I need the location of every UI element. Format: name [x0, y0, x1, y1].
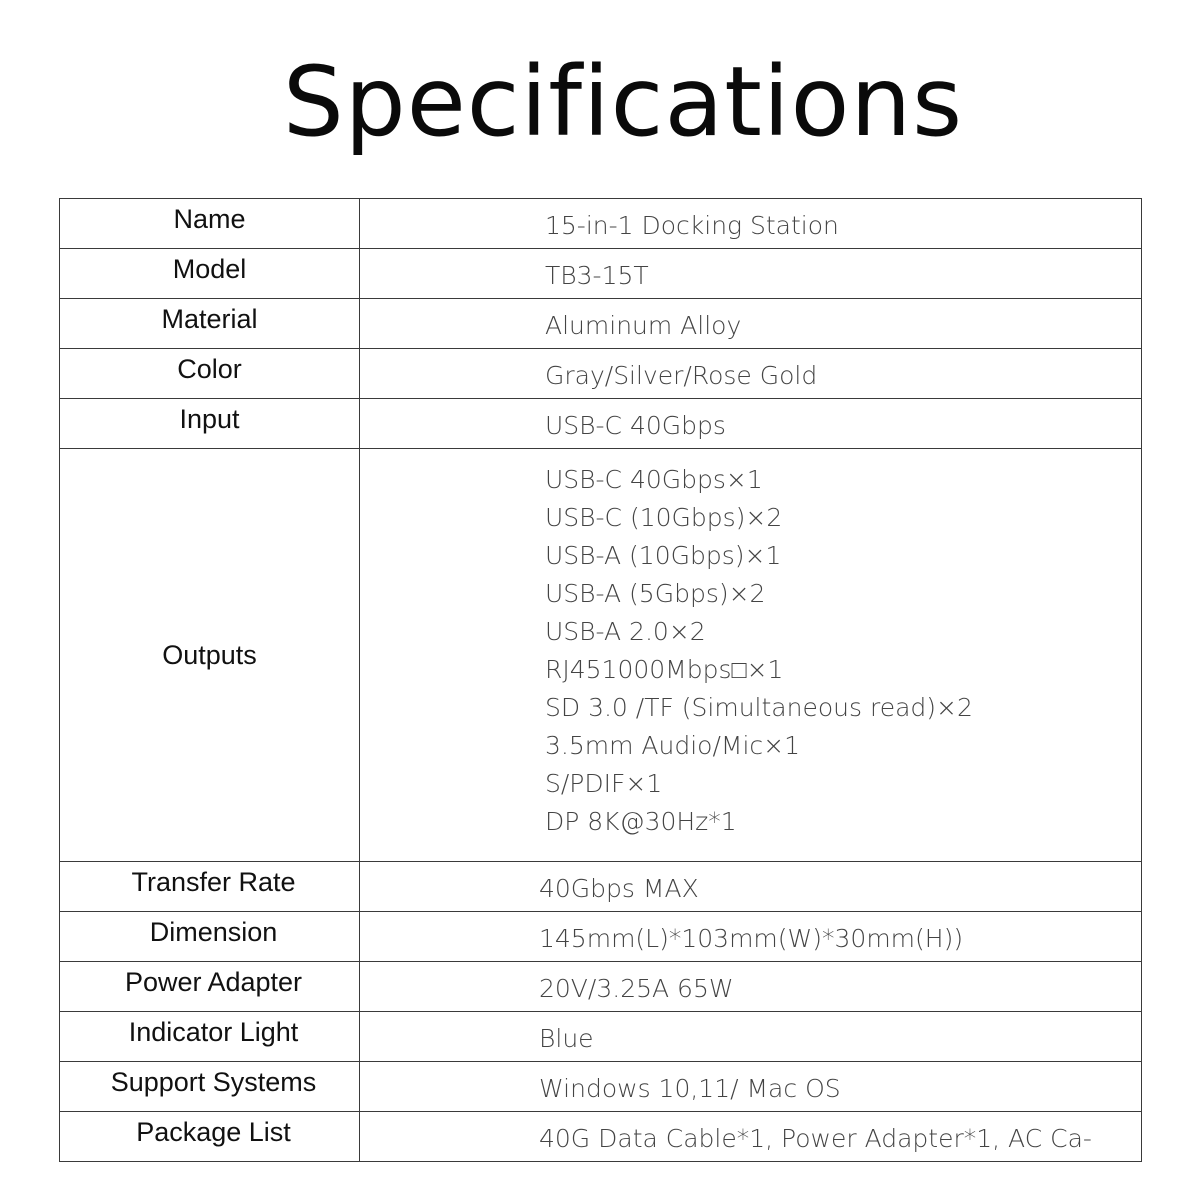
spec-row-model	[60, 249, 1142, 299]
spec-value: Blue	[360, 1012, 1142, 1062]
page-title: Specifications	[282, 46, 964, 158]
list-item: USB-C 40Gbps×1	[545, 465, 763, 494]
spec-value: 15-in-1 Docking Station	[360, 199, 1142, 249]
spec-row-input	[60, 399, 1142, 449]
list-item: S/PDIF×1	[545, 769, 663, 798]
spec-value: 40G Data Cable*1, Power Adapter*1, AC Ca-	[360, 1112, 1142, 1162]
spec-value	[360, 449, 1142, 862]
spec-label: Name	[60, 199, 360, 249]
spec-label: Material	[60, 299, 360, 349]
spec-value: Gray/Silver/Rose Gold	[360, 349, 1142, 399]
spec-label: Model	[60, 249, 360, 299]
spec-row-dimension	[60, 912, 1142, 962]
spec-value: 145mm(L)*103mm(W)*30mm(H))	[360, 912, 1142, 962]
list-item: RJ451000Mbps□×1	[545, 655, 784, 684]
list-item: USB-A 2.0×2	[545, 617, 706, 646]
spec-row-material	[60, 299, 1142, 349]
list-item: USB-A (10Gbps)×1	[545, 541, 782, 570]
spec-row-power-adapter	[60, 962, 1142, 1012]
spec-value: 40Gbps MAX	[360, 862, 1142, 912]
spec-label: Package List	[60, 1112, 360, 1162]
spec-label: Transfer Rate	[60, 862, 360, 912]
list-item: USB-A (5Gbps)×2	[545, 579, 766, 608]
list-item: 3.5mm Audio/Mic×1	[545, 731, 801, 760]
spec-value: USB-C 40Gbps	[360, 399, 1142, 449]
spec-value: Windows 10,11/ Mac OS	[360, 1062, 1142, 1112]
spec-label: Indicator Light	[60, 1012, 360, 1062]
spec-row-indicator-light	[60, 1012, 1142, 1062]
spec-value: TB3-15T	[360, 249, 1142, 299]
list-item: SD 3.0 /TF (Simultaneous read)×2	[545, 693, 973, 722]
spec-value: 20V/3.25A 65W	[360, 962, 1142, 1012]
list-item: DP 8K@30Hz*1	[545, 807, 737, 836]
spec-row-transfer-rate	[60, 862, 1142, 912]
spec-label: Dimension	[60, 912, 360, 962]
spec-label: Color	[60, 349, 360, 399]
spec-label: Outputs	[60, 449, 360, 862]
outputs-list	[545, 461, 1141, 841]
spec-row-support-systems	[60, 1062, 1142, 1112]
spec-row-outputs	[60, 449, 1142, 862]
spec-label: Input	[60, 399, 360, 449]
list-item: USB-C (10Gbps)×2	[545, 503, 783, 532]
spec-row-package-list	[60, 1112, 1142, 1162]
spec-label: Power Adapter	[60, 962, 360, 1012]
spec-value: Aluminum Alloy	[360, 299, 1142, 349]
specifications-table	[59, 198, 1142, 1162]
spec-row-color	[60, 349, 1142, 399]
spec-row-name	[60, 199, 1142, 249]
spec-label: Support Systems	[60, 1062, 360, 1112]
